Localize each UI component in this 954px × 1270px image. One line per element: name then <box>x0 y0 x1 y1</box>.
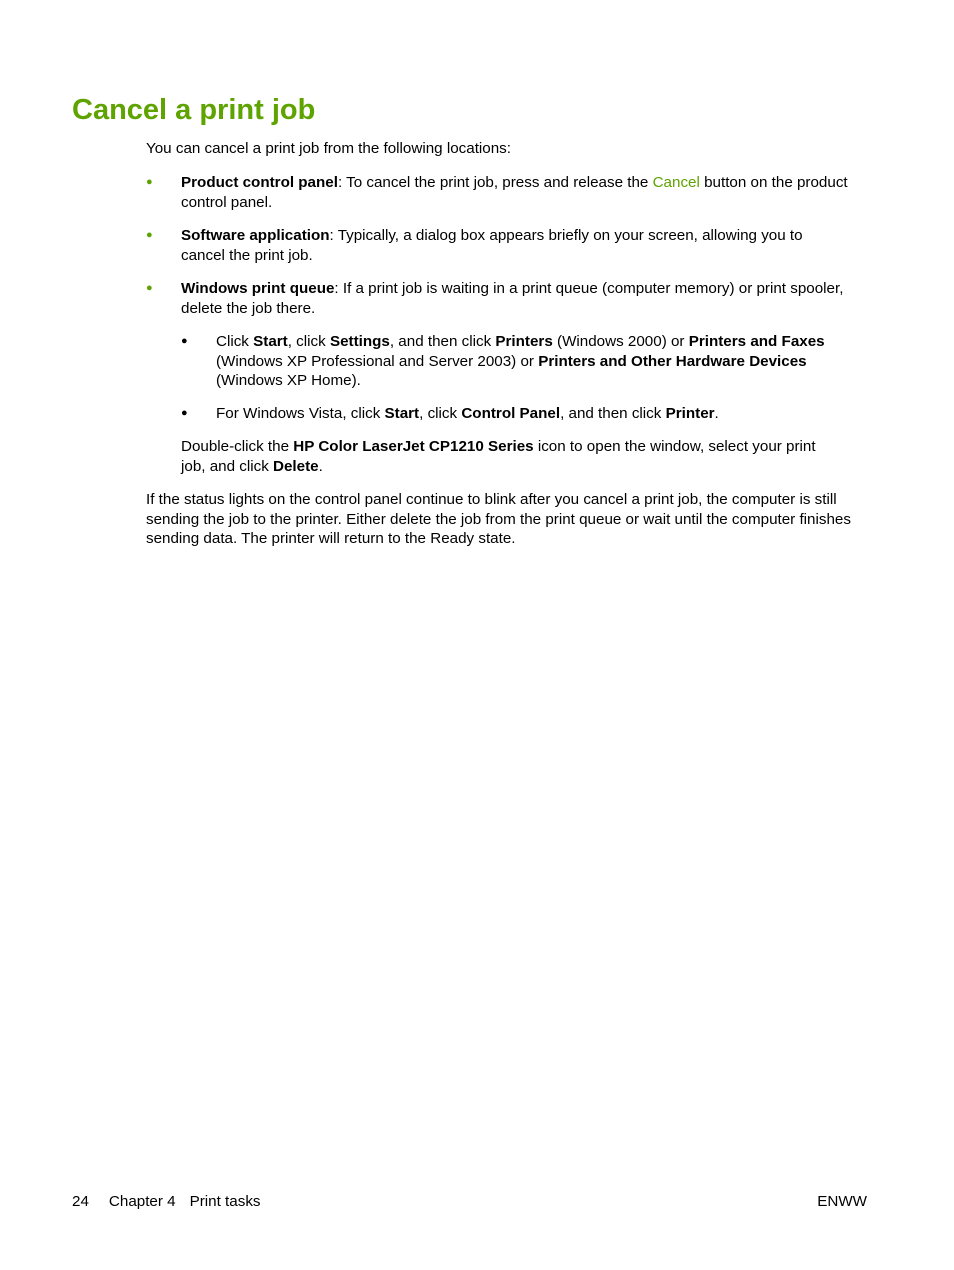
bold-term: Printers and Faxes <box>688 333 825 350</box>
bullet-text: : Typically, a dialog box appears briefly on your screen, allowing you to <box>329 227 803 244</box>
page-number: 24 <box>72 1193 89 1210</box>
footer-left <box>72 1192 261 1212</box>
sub-list-item-text <box>216 404 876 424</box>
bullet-icon: ● <box>181 407 188 419</box>
bullet-text: button on the product <box>699 174 848 191</box>
bullet-label: Windows print queue <box>181 280 335 297</box>
bold-term: Control Panel <box>461 405 561 422</box>
bold-term: Settings <box>329 333 390 350</box>
text: If the status lights on the control panel continue to blink after you cancel a print job, the computer is still <box>146 491 837 508</box>
text: , click <box>287 333 330 350</box>
footer-right: ENWW <box>817 1193 867 1210</box>
text: , click <box>419 405 462 422</box>
double-click-paragraph <box>181 437 876 476</box>
bold-term: Printers <box>495 333 553 350</box>
cancel-button-ref: Cancel <box>652 174 700 191</box>
bullet-label: Software application <box>181 227 330 244</box>
text: . <box>714 405 719 422</box>
bullet-text: cancel the print job. <box>181 246 313 264</box>
bullet-icon: ● <box>146 282 153 294</box>
bold-term: Printers and Other Hardware Devices <box>538 352 807 370</box>
bullet-icon: ● <box>181 335 188 347</box>
text: , and then click <box>560 405 666 422</box>
text: sending data. The printer will return to the Ready state. <box>146 530 516 547</box>
text: (Windows XP Professional and Server 2003) or <box>216 352 539 370</box>
bold-term: Printer <box>665 405 715 422</box>
bullet-text: : If a print job is waiting in a print queue (computer memory) or print spooler, <box>334 280 844 297</box>
bullet-icon: ● <box>146 229 153 241</box>
bullet-text: control panel. <box>181 193 273 211</box>
status-paragraph <box>146 490 886 549</box>
sub-list-item-text <box>216 332 876 391</box>
text: job, and click <box>181 457 274 475</box>
bold-term: Delete <box>273 457 319 475</box>
bold-term: HP Color LaserJet CP1210 Series <box>293 438 534 455</box>
intro-text: You can cancel a print job from the following locations: <box>146 140 511 157</box>
list-item-text <box>181 279 876 318</box>
page-title: Cancel a print job <box>72 94 316 126</box>
text: , and then click <box>389 333 496 350</box>
text: (Windows XP Home). <box>216 372 361 389</box>
list-item-text <box>181 226 876 265</box>
text: For Windows Vista, click <box>216 405 385 422</box>
text: (Windows 2000) or <box>552 333 689 350</box>
text: Double-click the <box>181 438 294 455</box>
text: sending the job to the printer. Either delete the job from the print queue or wait until the computer finishes <box>146 510 851 528</box>
text: Click <box>216 333 254 350</box>
footer-section: Print tasks <box>189 1193 261 1210</box>
bold-term: Start <box>384 405 420 422</box>
bullet-text: delete the job there. <box>181 299 316 317</box>
footer-chapter: Chapter 4 <box>108 1193 176 1210</box>
bullet-text: : To cancel the print job, press and release the <box>337 174 653 191</box>
text: . <box>318 457 323 475</box>
bullet-label: Product control panel <box>181 174 338 191</box>
bullet-icon: ● <box>146 176 153 188</box>
text: icon to open the window, select your print <box>533 438 816 455</box>
bold-term: Start <box>253 333 288 350</box>
list-item-text <box>181 173 876 212</box>
